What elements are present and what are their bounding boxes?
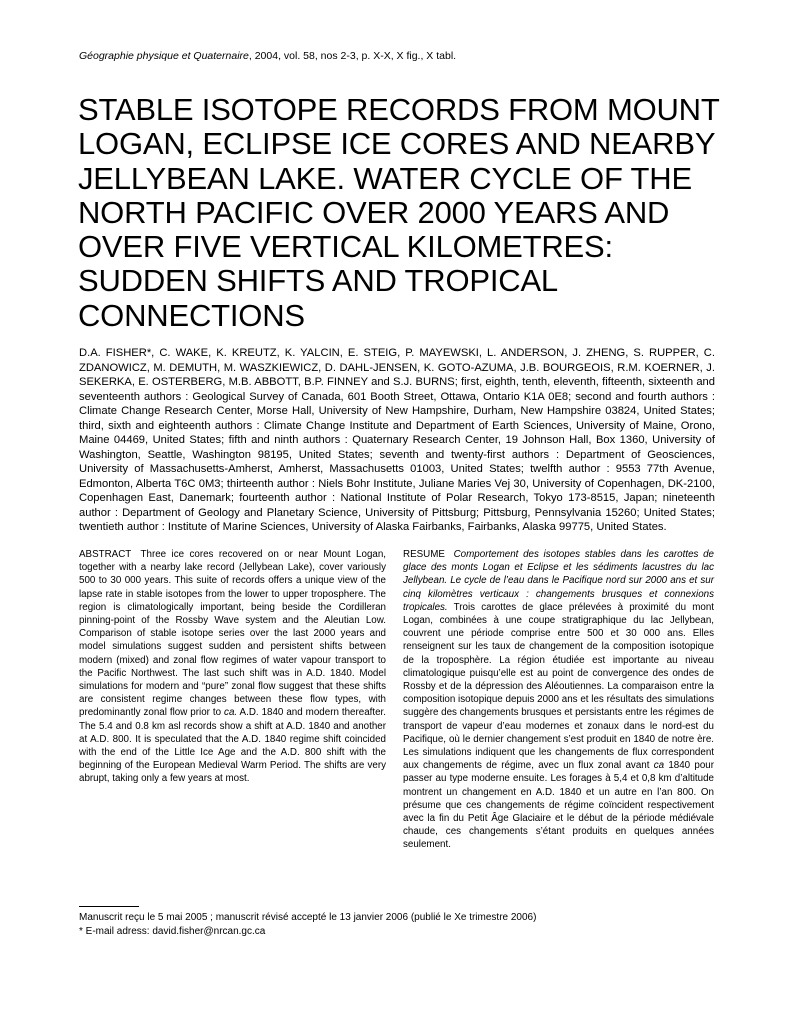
abstract-text-1: Three ice cores recovered on or near Mount Logan, together with a nearby lake record (Jellybean Lake), cover variously 500 to 30 000 years. This suite of records offers a unique view of the lapse rate in stable isotopes from the lower to upper troposphere. The region is climatologically important, being beside the Cordilleran pinning-point of the Rossby Wave system and the Aleutian Low. Comparison of stable isotope series over the last 2000 years and model simulations suggest sudden and persistent shifts between modern (mixed) and zonal flow regimes of water vapour transport to the Pacific Northwest. The last such shift was in A.D. 1840. Model simulations for modern and “pure” zonal flow suggest that these shifts are consistent regime changes between these flow types, with predominantly zonal flow prior to [79,549,387,719]
email-footnote: * E-mail adress: david.fisher@nrcan.gc.ca [79,925,266,937]
resume-ca: ca [653,760,665,772]
journal-name: Géographie physique et Quaternaire [79,50,249,62]
abstract-heading: ABSTRACT [79,549,132,560]
abstract-ca: ca. [224,707,238,719]
journal-citation [79,50,456,62]
article-title: STABLE ISOTOPE RECORDS FROM MOUNT LOGAN, ECLIPSE ICE CORES AND NEARBY JELLYBEAN LAKE. WATER CYCLE OF THE NORTH PACIFIC OVER 2000 YEARS AND OVER FIVE VERTICAL KILOMETRES: SUDDEN SHIFTS AND TROPICAL CONNECTIONS [78,92,720,333]
resume-column [403,548,714,852]
manuscript-dates: Manuscrit reçu le 5 mai 2005 ; manuscrit révisé accepté le 13 janvier 2006 (publié le Xe trimestre 2006) [79,912,537,923]
resume-title: Comportement des isotopes stables dans les carottes de glace des monts Logan et Eclipse et les sédiments lacustres du lac Jellybean. Le cycle de l’eau dans le Pacifique nord sur 2000 ans et sur cinq kilomètres verticaux : changements brusques et connexions tropicales. [403,549,714,613]
abstract-column [79,548,386,786]
footnote-divider [79,906,139,907]
footnotes [79,911,536,938]
author-affiliations: D.A. FISHER*, C. WAKE, K. KREUTZ, K. YALCIN, E. STEIG, P. MAYEWSKI, L. ANDERSON, J. ZHENG, S. RUPPER, C. ZDANOWICZ, M. DEMUTH, M. WASZKIEWICZ, D. DAHL-JENSEN, K. GOTO-AZUMA, J.B. BOURGEOIS, R.M. KOERNER, J. SEKERKA, E. OSTERBERG, M.B. ABBOTT, B.P. FINNEY and S.J. BURNS; first, eighth, tenth, eleventh, fifteenth, sixteenth and seventeenth authors : Geological Survey of Canada, 601 Booth Street, Ottawa, Ontario K1A 0E8; second and fourth authors : Climate Change Research Center, Morse Hall, University of New Hampshire, Durham, New Hampshire 03824, United States; third, sixth and eighteenth authors : Climate Change Institute and Department of Earth Sciences, University of Maine, Orono, Maine 04469, United States; fifth and ninth authors : Quaternary Research Center, 19 Johnson Hall, Box 1360, University of Washington, Seattle, Washington 98195, United States; seventh and twenty-first authors : Department of Geosciences, University of Massachusetts-Amherst, Amherst, Massachusetts 01003, United States; twelfth author : 9553 77th Avenue, Edmonton, Alberta T6C 0M3; thirteenth author : Niels Bohr Institute, Juliane Maries Vej 30, University of Copenhagen, DK-2100, Copenhagen East, Danemark; fourteenth author : National Institute of Polar Research, Tokyo 173-8515, Japan; nineteenth author : Department of Geology and Planetary Science, University of Pittsburg; Pittsburg, Pennsylvania 15260; United States; twentieth author : Institute of Marine Sciences, University of Alaska Fairbanks, Fairbanks, Alaska 99775, United States. [79,347,715,533]
abstract-text-2: A.D. 1840 and modern thereafter. The 5.4 and 0.8 km asl records show a shift at A.D. 1840 and another at A.D. 800. It is speculated that the A.D. 1840 regime shift coincided with the end of the Little Ice Age and the A.D. 800 shift with the beginning of the European Medieval Warm Period. The shifts are very abrupt, taking only a few years at most. [79,707,386,785]
resume-text-1: Trois carottes de glace prélevées à proximité du mont Logan, combinées à une coupe stratigraphique du lac Jellybean, couvrent une période comprise entre 500 et 30 000 ans. Elles renseignent sur les taux de changement de la composition isotopique de la troposphère. La région étudiée est importante au niveau climatologique puisqu’elle est au point de convergence des ondes de Rossby et de la dépression des Aléoutiennes. La comparaison entre la composition isotopique depuis 2000 ans et les résultats des simulations suggère des changements brusques et persistants entre les régimes de transport de vapeur d’eau modernes et zonaux dans le nord-est du Pacifique, où le dernier changement s’est produit en 1840 de notre ère. Les simulations indiquent que les changements de flux correspondent aux changements de régime, avec un flux zonal avant [403,601,714,772]
resume-heading: RESUME [403,549,445,560]
journal-details: , 2004, vol. 58, nos 2-3, p. X-X, X fig., X tabl. [248,50,457,62]
resume-text-2: 1840 pour passer au type moderne ensuite. Les forages à 5,4 et 0,8 km d’altitude montrent un changement en A.D. 1840 et un autre en l’an 800. On présume que ces changements de régime coïncident respectivement avec la fin du Petit Âge Glaciaire et le début de la période médiévale chaude, ces changements s’étant produits en quelques années seulement. [403,760,714,851]
